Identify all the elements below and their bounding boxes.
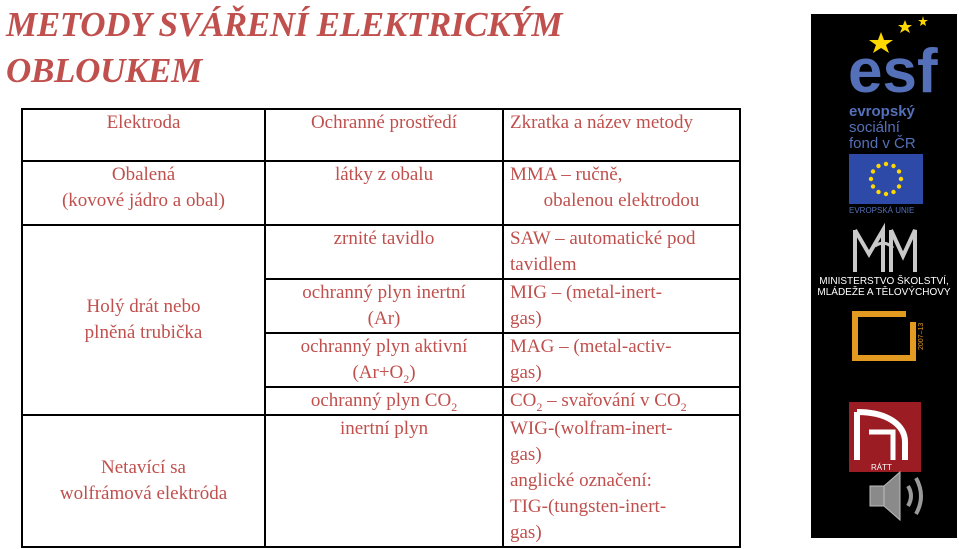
cell-method: $CO_2$ – svařování v $CO_2$ [503, 387, 740, 415]
table-header-row [22, 109, 740, 161]
cell-text: Netavící sa [101, 457, 186, 478]
header-method: Zkratka a název metody [503, 109, 740, 161]
cell-environment [265, 279, 503, 333]
esf-caption-line: sociální [849, 119, 900, 136]
cell-text: gas) [510, 522, 542, 543]
eu-star-icon [869, 177, 873, 181]
page-title-line2: OBLOUKEM [6, 51, 202, 90]
eu-star-icon [884, 192, 888, 196]
table-row [22, 161, 740, 225]
cell-text: plněná trubička [84, 322, 203, 343]
header-electrode: Elektroda [22, 109, 265, 161]
speaker-icon[interactable] [860, 460, 934, 532]
cell-method [503, 415, 740, 547]
msmt-caption [811, 276, 957, 298]
eu-star-icon [897, 184, 901, 188]
cell-text: (kovové jádro a obal) [61, 190, 226, 211]
cell-environment: zrnité tavidlo [265, 225, 503, 279]
cell-environment [265, 333, 503, 387]
cell-text: Obalená [111, 164, 176, 185]
cell-text: (Ar) [367, 308, 401, 329]
esf-caption [849, 104, 916, 152]
cell-text: MAG – (metal-activ- [510, 336, 672, 357]
cell-method [503, 225, 740, 279]
esf-logo-icon [848, 34, 948, 106]
eu-star-icon [871, 184, 875, 188]
cell-text: obalenou elektrodou [543, 190, 700, 211]
op-logo-icon [851, 306, 923, 368]
msmt-logo-icon [851, 226, 917, 276]
header-environment: Ochranné prostředí [265, 109, 503, 161]
cell-environment: inertní plyn [265, 415, 503, 547]
esf-caption-line: evropský [849, 103, 915, 120]
page-title [6, 2, 562, 94]
eu-star-icon [891, 164, 895, 168]
cell-text: gas) [510, 444, 542, 465]
cell-environment: látky z obalu [265, 161, 503, 225]
eu-label: EVROPSKÁ UNIE [849, 206, 915, 215]
cell-text: SAW – automatické pod [510, 228, 696, 249]
msmt-caption-line: MLÁDEŽE A TĚLOVÝCHOVY [817, 287, 951, 298]
cell-text: ochranný plyn inertní [302, 282, 466, 303]
cell-method [503, 333, 740, 387]
cell-text: wolfrámová elektróda [59, 483, 228, 504]
eu-star-icon [899, 177, 903, 181]
cell-text: gas) [510, 308, 542, 329]
cell-text: TIG-(tungsten-inert- [510, 496, 667, 517]
cell-electrode-obalena [22, 161, 265, 225]
svg-text:esf: esf [848, 37, 938, 106]
cell-electrode-netavici [22, 415, 265, 547]
esf-caption-line: fond v ČR [849, 135, 916, 152]
cell-text: ochranný plyn aktivní [300, 336, 468, 357]
table-row [22, 415, 740, 547]
cell-environment: ochranný plyn $CO_2$ [265, 387, 503, 415]
cell-method [503, 279, 740, 333]
page-title-line1: METODY SVÁŘENÍ ELEKTRICKÝM [6, 5, 563, 44]
eu-flag-icon [849, 154, 923, 204]
eu-star-icon [897, 169, 901, 173]
cell-text: MIG – (metal-inert- [510, 282, 662, 303]
cell-text: tavidlem [510, 254, 577, 275]
cell-text: WIG-(wolfram-inert- [510, 418, 673, 439]
svg-text:RÁTT: RÁTT [871, 463, 892, 472]
svg-text:2007–13: 2007–13 [918, 322, 925, 350]
cell-text: anglické označení: [510, 470, 652, 491]
table-row [22, 225, 740, 279]
eu-star-icon [876, 190, 880, 194]
welding-methods-table [21, 108, 741, 548]
cell-text: $(Ar+O_2)$ [352, 362, 416, 386]
cell-electrode-holy [22, 225, 265, 415]
cell-text: Holý drát nebo [86, 296, 201, 317]
cell-method [503, 161, 740, 225]
eu-star-icon [891, 190, 895, 194]
eu-star-icon [871, 169, 875, 173]
eu-star-icon [876, 164, 880, 168]
msmt-caption-line: MINISTERSTVO ŠKOLSTVÍ, [819, 276, 949, 287]
cell-text: MMA – ručně, [510, 164, 623, 185]
cell-text: gas) [510, 362, 542, 383]
eu-star-icon [884, 162, 888, 166]
